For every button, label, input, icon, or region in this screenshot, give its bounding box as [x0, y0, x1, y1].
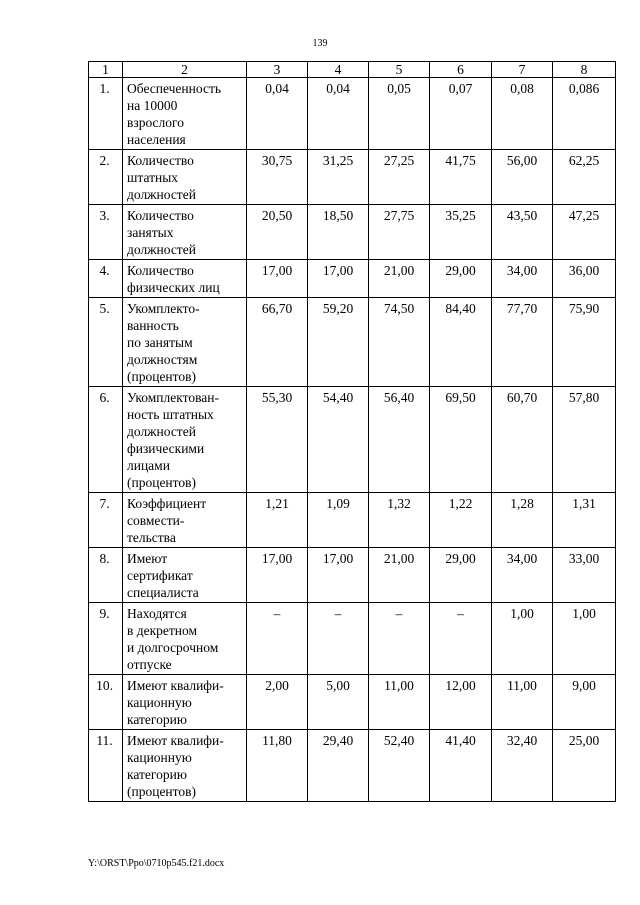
table-row	[89, 298, 616, 387]
value-cell: 25,00	[553, 730, 616, 802]
value-cell: 56,00	[492, 150, 553, 205]
value-cell: 27,25	[369, 150, 430, 205]
column-header: 6	[430, 62, 492, 78]
row-label: Обеспеченность на 10000 взрослого населения	[123, 78, 247, 150]
value-cell: 77,70	[492, 298, 553, 387]
value-cell: 11,80	[247, 730, 308, 802]
value-cell: 62,25	[553, 150, 616, 205]
value-cell: 1,32	[369, 493, 430, 548]
value-cell: 9,00	[553, 675, 616, 730]
value-cell: 29,40	[308, 730, 369, 802]
value-cell: 34,00	[492, 548, 553, 603]
table-body	[89, 78, 616, 802]
value-cell: 17,00	[308, 548, 369, 603]
row-number: 4.	[89, 260, 123, 298]
value-cell: 21,00	[369, 260, 430, 298]
column-header: 7	[492, 62, 553, 78]
value-cell: 43,50	[492, 205, 553, 260]
value-cell: 57,80	[553, 387, 616, 493]
footer-file-path: Y:\ORST\Ppo\0710p545.f21.docx	[88, 858, 225, 869]
row-label: Имеют квалифи- кационную категорию (процентов)	[123, 730, 247, 802]
table-row	[89, 150, 616, 205]
value-cell: 17,00	[247, 260, 308, 298]
table-row	[89, 387, 616, 493]
row-number: 9.	[89, 603, 123, 675]
value-cell: 18,50	[308, 205, 369, 260]
row-label: Находятся в декретном и долгосрочном отпуске	[123, 603, 247, 675]
table-row	[89, 493, 616, 548]
value-cell: 1,00	[492, 603, 553, 675]
row-number: 1.	[89, 78, 123, 150]
row-label: Имеют квалифи- кационную категорию	[123, 675, 247, 730]
value-cell: 74,50	[369, 298, 430, 387]
value-cell: 17,00	[308, 260, 369, 298]
value-cell: 75,90	[553, 298, 616, 387]
row-label: Имеют сертификат специалиста	[123, 548, 247, 603]
value-cell: 52,40	[369, 730, 430, 802]
value-cell: 11,00	[369, 675, 430, 730]
value-cell: 54,40	[308, 387, 369, 493]
value-cell: –	[430, 603, 492, 675]
table-row	[89, 205, 616, 260]
row-label: Коэффициент совмести- тельства	[123, 493, 247, 548]
table-row	[89, 675, 616, 730]
row-label: Количество штатных должностей	[123, 150, 247, 205]
row-number: 11.	[89, 730, 123, 802]
value-cell: 1,28	[492, 493, 553, 548]
row-number: 8.	[89, 548, 123, 603]
value-cell: 21,00	[369, 548, 430, 603]
value-cell: 17,00	[247, 548, 308, 603]
row-label: Укомплектован- ность штатных должностей физическими лицами (процентов)	[123, 387, 247, 493]
value-cell: 0,086	[553, 78, 616, 150]
value-cell: 41,75	[430, 150, 492, 205]
value-cell: 55,30	[247, 387, 308, 493]
value-cell: 32,40	[492, 730, 553, 802]
value-cell: 2,00	[247, 675, 308, 730]
value-cell: 59,20	[308, 298, 369, 387]
value-cell: 29,00	[430, 260, 492, 298]
column-header: 1	[89, 62, 123, 78]
table-row	[89, 730, 616, 802]
page-number: 139	[312, 38, 328, 49]
row-number: 3.	[89, 205, 123, 260]
value-cell: 33,00	[553, 548, 616, 603]
value-cell: 35,25	[430, 205, 492, 260]
value-cell: –	[369, 603, 430, 675]
row-label: Укомплекто- ванность по занятым должностям (процентов)	[123, 298, 247, 387]
row-label: Количество физических лиц	[123, 260, 247, 298]
value-cell: 31,25	[308, 150, 369, 205]
row-number: 2.	[89, 150, 123, 205]
data-table	[88, 61, 616, 802]
value-cell: 41,40	[430, 730, 492, 802]
value-cell: 5,00	[308, 675, 369, 730]
value-cell: 30,75	[247, 150, 308, 205]
value-cell: 69,50	[430, 387, 492, 493]
value-cell: 0,07	[430, 78, 492, 150]
column-header: 2	[123, 62, 247, 78]
value-cell: 12,00	[430, 675, 492, 730]
column-header: 3	[247, 62, 308, 78]
column-header: 5	[369, 62, 430, 78]
value-cell: 0,04	[247, 78, 308, 150]
row-number: 5.	[89, 298, 123, 387]
value-cell: 20,50	[247, 205, 308, 260]
row-number: 6.	[89, 387, 123, 493]
table-row	[89, 260, 616, 298]
table-row	[89, 548, 616, 603]
value-cell: 36,00	[553, 260, 616, 298]
value-cell: 84,40	[430, 298, 492, 387]
value-cell: 1,31	[553, 493, 616, 548]
value-cell: 1,00	[553, 603, 616, 675]
table-row	[89, 603, 616, 675]
table-row	[89, 78, 616, 150]
value-cell: 11,00	[492, 675, 553, 730]
row-label: Количество занятых должностей	[123, 205, 247, 260]
value-cell: –	[247, 603, 308, 675]
value-cell: 0,04	[308, 78, 369, 150]
value-cell: 0,08	[492, 78, 553, 150]
column-header: 4	[308, 62, 369, 78]
value-cell: 27,75	[369, 205, 430, 260]
row-number: 7.	[89, 493, 123, 548]
value-cell: 1,09	[308, 493, 369, 548]
value-cell: –	[308, 603, 369, 675]
value-cell: 34,00	[492, 260, 553, 298]
header-row	[89, 62, 616, 78]
row-number: 10.	[89, 675, 123, 730]
column-header: 8	[553, 62, 616, 78]
value-cell: 47,25	[553, 205, 616, 260]
value-cell: 0,05	[369, 78, 430, 150]
value-cell: 66,70	[247, 298, 308, 387]
value-cell: 60,70	[492, 387, 553, 493]
value-cell: 29,00	[430, 548, 492, 603]
value-cell: 1,21	[247, 493, 308, 548]
value-cell: 1,22	[430, 493, 492, 548]
value-cell: 56,40	[369, 387, 430, 493]
